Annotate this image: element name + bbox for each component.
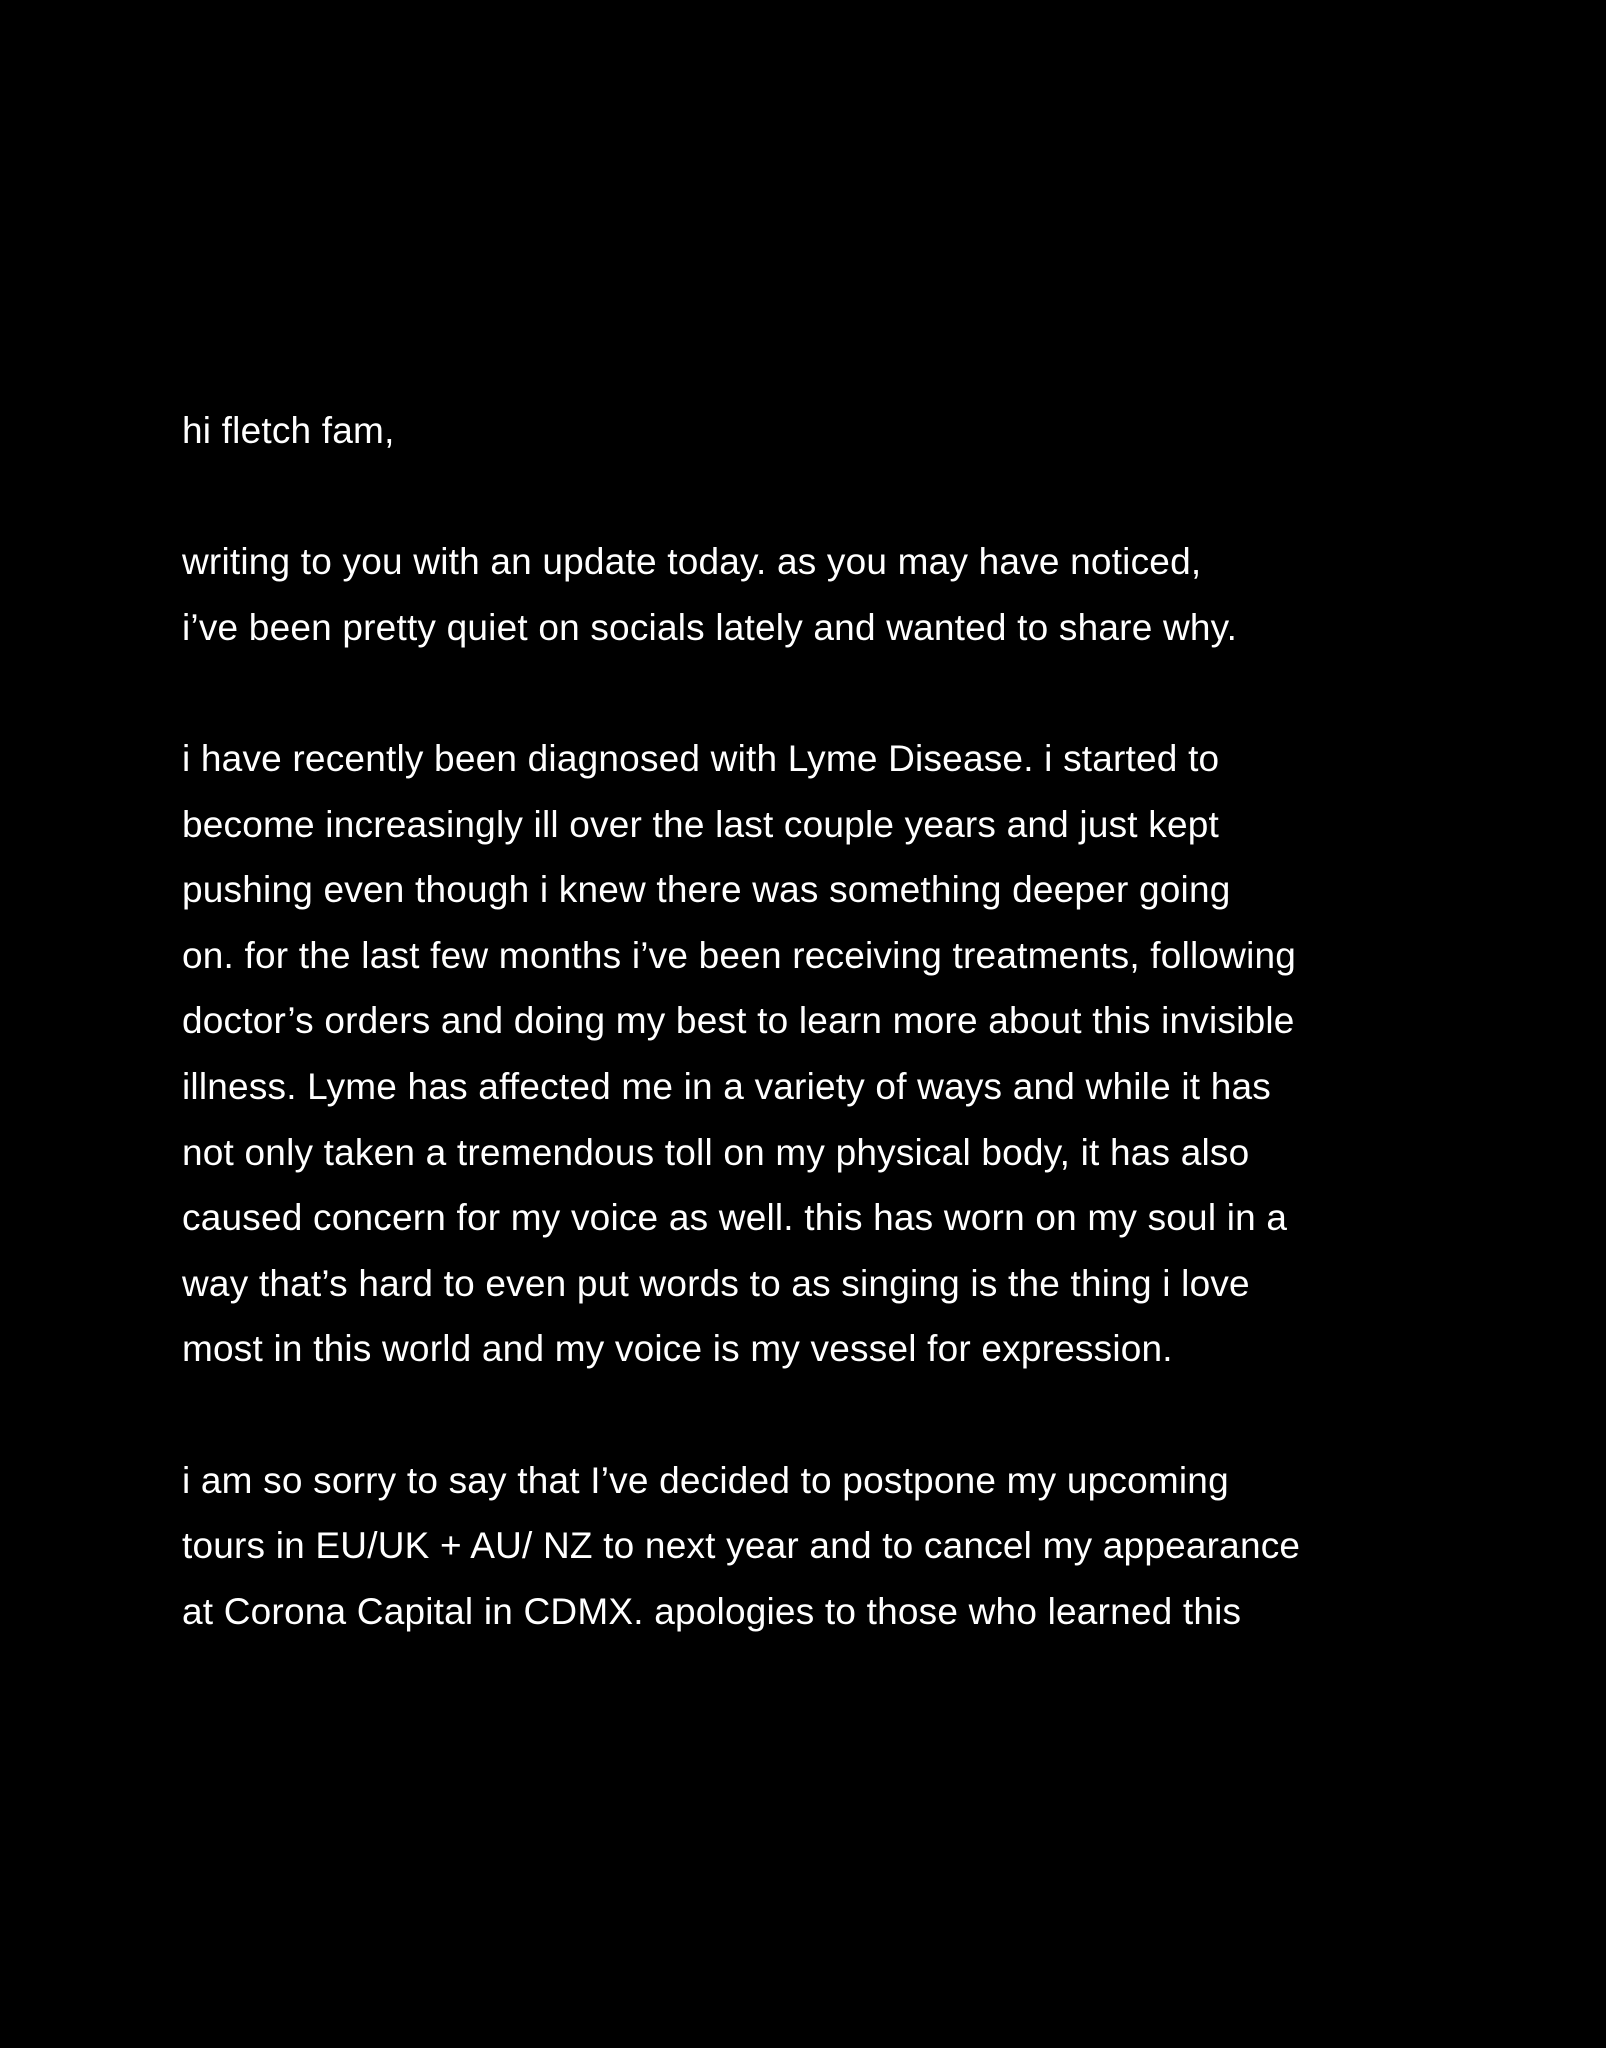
paragraph-update: [182, 529, 1442, 660]
text-line: pushing even though i knew there was something deeper going: [182, 869, 1231, 911]
text-line: most in this world and my voice is my vessel for expression.: [182, 1328, 1173, 1370]
text-line: illness. Lyme has affected me in a variety of ways and while it has: [182, 1065, 1271, 1107]
text-line: way that’s hard to even put words to as singing is the thing i love: [182, 1262, 1250, 1304]
text-line: i have recently been diagnosed with Lyme Disease. i started to: [182, 737, 1220, 779]
letter-body: [182, 398, 1442, 1644]
text-line: doctor’s orders and doing my best to learn more about this invisible: [182, 1000, 1295, 1042]
paragraph-gap: [182, 660, 1442, 726]
text-line: i’ve been pretty quiet on socials lately and wanted to share why.: [182, 606, 1238, 648]
text-line: become increasingly ill over the last couple years and just kept: [182, 803, 1220, 845]
paragraph-diagnosis: [182, 726, 1442, 1382]
text-line: on. for the last few months i’ve been receiving treatments, following: [182, 934, 1297, 976]
text-line: not only taken a tremendous toll on my physical body, it has also: [182, 1131, 1250, 1173]
text-line: caused concern for my voice as well. this has worn on my soul in a: [182, 1197, 1288, 1239]
paragraph-gap: [182, 1382, 1442, 1448]
paragraph-gap: [182, 464, 1442, 530]
text-line: at Corona Capital in CDMX. apologies to those who learned this: [182, 1590, 1242, 1632]
text-line: i am so sorry to say that I’ve decided to postpone my upcoming: [182, 1459, 1229, 1501]
text-line: writing to you with an update today. as you may have noticed,: [182, 541, 1202, 583]
text-line: tours in EU/UK + AU/ NZ to next year and to cancel my appearance: [182, 1525, 1301, 1567]
paragraph-tour-postponement: [182, 1448, 1442, 1645]
greeting: hi fletch fam,: [182, 410, 395, 451]
